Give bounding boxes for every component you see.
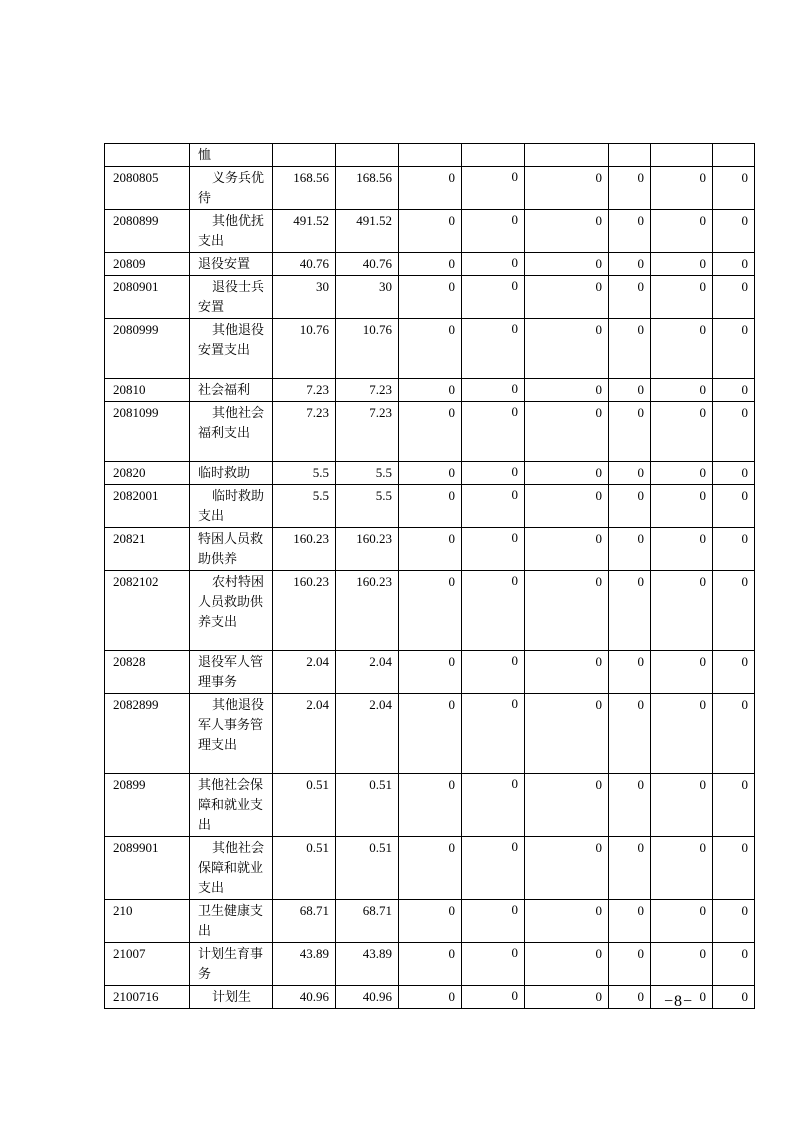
table-row [105, 144, 755, 167]
cell-value: 0 [651, 900, 713, 943]
cell-value: 0 [399, 986, 462, 1009]
cell-value: 0 [609, 379, 651, 402]
cell-value: 0 [399, 167, 462, 210]
cell-value: 0 [399, 319, 462, 379]
table-row [105, 900, 755, 943]
cell-code: 2080999 [105, 319, 190, 379]
cell-value: 0 [609, 167, 651, 210]
cell-value: 0 [651, 167, 713, 210]
cell-value: 0 [462, 276, 525, 319]
cell-name: 其他优抚支出 [190, 210, 273, 253]
cell-value: 0 [525, 528, 609, 571]
cell-value: 40.76 [273, 253, 336, 276]
cell-value: 0 [651, 571, 713, 651]
cell-value: 0 [399, 485, 462, 528]
table-row [105, 319, 755, 379]
cell-code: 20828 [105, 651, 190, 694]
cell-value: 0 [651, 379, 713, 402]
cell-value: 0 [609, 319, 651, 379]
cell-value: 7.23 [273, 402, 336, 462]
cell-value: 0 [462, 986, 525, 1009]
cell-code: 20899 [105, 774, 190, 837]
cell-code: 20820 [105, 462, 190, 485]
cell-value: 0 [462, 319, 525, 379]
cell-name: 临时救助 [190, 462, 273, 485]
cell-value: 0 [525, 253, 609, 276]
cell-value: 68.71 [273, 900, 336, 943]
cell-value: 0 [713, 694, 755, 774]
cell-value: 0 [713, 900, 755, 943]
cell-value: 0 [713, 379, 755, 402]
table-row [105, 986, 755, 1009]
cell-value: 0 [525, 571, 609, 651]
cell-code: 2082001 [105, 485, 190, 528]
table-row [105, 462, 755, 485]
cell-value [609, 144, 651, 167]
cell-value: 0 [651, 210, 713, 253]
cell-value: 0 [399, 900, 462, 943]
cell-value: 0 [462, 571, 525, 651]
cell-name: 退役军人管理事务 [190, 651, 273, 694]
cell-value: 0 [399, 774, 462, 837]
cell-value: 0 [713, 651, 755, 694]
cell-value: 0 [609, 571, 651, 651]
cell-value: 0 [399, 253, 462, 276]
cell-value: 0 [399, 694, 462, 774]
cell-code: 2080901 [105, 276, 190, 319]
cell-value: 0 [462, 943, 525, 986]
cell-value: 0 [462, 694, 525, 774]
cell-value: 0 [525, 210, 609, 253]
cell-value: 0 [399, 462, 462, 485]
cell-value: 0 [651, 651, 713, 694]
cell-value: 0 [651, 462, 713, 485]
table-body [105, 144, 755, 1009]
cell-value: 2.04 [273, 651, 336, 694]
cell-value: 0 [525, 900, 609, 943]
cell-value: 0 [525, 651, 609, 694]
cell-value [336, 144, 399, 167]
cell-value: 0 [609, 986, 651, 1009]
cell-value: 0 [399, 943, 462, 986]
cell-value: 0 [609, 253, 651, 276]
cell-value: 0 [462, 774, 525, 837]
cell-value: 0 [399, 837, 462, 900]
cell-value: 0 [651, 276, 713, 319]
cell-value: 68.71 [336, 900, 399, 943]
cell-value: 0 [713, 210, 755, 253]
cell-value [525, 144, 609, 167]
cell-name: 特困人员救助供养 [190, 528, 273, 571]
cell-value: 0 [713, 276, 755, 319]
cell-value: 0 [651, 774, 713, 837]
cell-name: 其他退役军人事务管理支出 [190, 694, 273, 774]
cell-value: 0 [651, 694, 713, 774]
cell-code: 2081099 [105, 402, 190, 462]
budget-table [104, 143, 755, 1009]
cell-value: 0 [525, 774, 609, 837]
table-row [105, 167, 755, 210]
cell-value: 0 [713, 402, 755, 462]
cell-name: 农村特困人员救助供养支出 [190, 571, 273, 651]
cell-value: 7.23 [336, 379, 399, 402]
cell-name: 义务兵优待 [190, 167, 273, 210]
cell-code: 2082102 [105, 571, 190, 651]
cell-value: 160.23 [273, 528, 336, 571]
cell-value [462, 144, 525, 167]
cell-name: 其他社会福利支出 [190, 402, 273, 462]
table-row [105, 774, 755, 837]
table-row [105, 253, 755, 276]
cell-value: 0 [651, 943, 713, 986]
cell-name: 退役安置 [190, 253, 273, 276]
cell-value: 0 [713, 986, 755, 1009]
cell-value: 491.52 [336, 210, 399, 253]
cell-value: 0 [609, 651, 651, 694]
table-row [105, 402, 755, 462]
cell-value: 7.23 [273, 379, 336, 402]
cell-value: 0.51 [336, 837, 399, 900]
cell-value: 40.96 [336, 986, 399, 1009]
cell-value: 0 [462, 253, 525, 276]
cell-value: 0 [609, 402, 651, 462]
cell-name: 其他退役安置支出 [190, 319, 273, 379]
cell-value: 2.04 [336, 694, 399, 774]
cell-name: 其他社会保障和就业支出 [190, 774, 273, 837]
table-row [105, 485, 755, 528]
cell-value: 0 [462, 900, 525, 943]
cell-code [105, 144, 190, 167]
cell-value: 0 [462, 402, 525, 462]
cell-value: 0 [651, 402, 713, 462]
cell-value: 43.89 [273, 943, 336, 986]
cell-value [273, 144, 336, 167]
table-row [105, 528, 755, 571]
cell-value: 0 [651, 485, 713, 528]
cell-value: 0 [525, 167, 609, 210]
cell-value: 0 [525, 694, 609, 774]
cell-code: 20809 [105, 253, 190, 276]
cell-value: 0 [399, 210, 462, 253]
cell-value: 0 [462, 651, 525, 694]
cell-value: 160.23 [273, 571, 336, 651]
cell-value: 0 [525, 837, 609, 900]
table-row [105, 379, 755, 402]
cell-value: 0 [609, 276, 651, 319]
table-row [105, 694, 755, 774]
cell-value: 0 [462, 528, 525, 571]
cell-value: 0 [713, 528, 755, 571]
cell-value: 2.04 [336, 651, 399, 694]
cell-value: 0 [399, 379, 462, 402]
cell-value: 0 [399, 528, 462, 571]
table-row [105, 943, 755, 986]
cell-value: 0 [713, 485, 755, 528]
cell-value: 0 [609, 694, 651, 774]
cell-name: 计划生 [190, 986, 273, 1009]
cell-code: 20810 [105, 379, 190, 402]
table-row [105, 210, 755, 253]
cell-code: 20821 [105, 528, 190, 571]
cell-name: 其他社会保障和就业支出 [190, 837, 273, 900]
cell-value: 43.89 [336, 943, 399, 986]
cell-name: 计划生育事务 [190, 943, 273, 986]
cell-value: 0 [525, 485, 609, 528]
cell-value [399, 144, 462, 167]
cell-value: 0 [525, 943, 609, 986]
cell-value: 0 [651, 837, 713, 900]
table-row [105, 837, 755, 900]
cell-name: 退役士兵安置 [190, 276, 273, 319]
cell-value: 0 [525, 986, 609, 1009]
cell-value: 0 [651, 319, 713, 379]
cell-value: 5.5 [336, 485, 399, 528]
cell-value: 0 [609, 837, 651, 900]
cell-value: 0 [609, 210, 651, 253]
cell-code: 2089901 [105, 837, 190, 900]
cell-value: 0.51 [273, 774, 336, 837]
cell-value: 0 [462, 485, 525, 528]
table-row [105, 276, 755, 319]
cell-value: 10.76 [273, 319, 336, 379]
cell-value: 2.04 [273, 694, 336, 774]
cell-value: 0 [609, 774, 651, 837]
cell-value: 0 [462, 837, 525, 900]
cell-name: 恤 [190, 144, 273, 167]
cell-value: 0 [399, 571, 462, 651]
cell-value: 0 [713, 319, 755, 379]
cell-value [713, 144, 755, 167]
cell-value [651, 144, 713, 167]
cell-value: 10.76 [336, 319, 399, 379]
cell-value: 0 [525, 319, 609, 379]
cell-value: 0 [713, 943, 755, 986]
cell-value: 5.5 [273, 462, 336, 485]
table-row [105, 571, 755, 651]
cell-value: 30 [273, 276, 336, 319]
cell-value: 168.56 [336, 167, 399, 210]
cell-value: 0.51 [336, 774, 399, 837]
cell-value: 0 [525, 276, 609, 319]
cell-value: 0 [462, 462, 525, 485]
cell-value: 0 [399, 651, 462, 694]
cell-value: 0 [609, 485, 651, 528]
cell-value: 0 [525, 462, 609, 485]
cell-value: 0 [609, 528, 651, 571]
cell-value: 0 [462, 167, 525, 210]
cell-value: 0 [713, 837, 755, 900]
cell-value: 0 [399, 402, 462, 462]
cell-value: 0 [609, 462, 651, 485]
cell-value: 0 [713, 571, 755, 651]
table-row [105, 651, 755, 694]
cell-value: 168.56 [273, 167, 336, 210]
cell-value: 40.76 [336, 253, 399, 276]
cell-value: 0 [525, 379, 609, 402]
cell-value: 0 [713, 253, 755, 276]
cell-value: 0 [713, 774, 755, 837]
cell-value: 0 [609, 900, 651, 943]
cell-name: 卫生健康支出 [190, 900, 273, 943]
cell-value: 0 [462, 210, 525, 253]
cell-value: 0 [399, 276, 462, 319]
cell-code: 2082899 [105, 694, 190, 774]
cell-value: 0 [713, 462, 755, 485]
cell-code: 2080805 [105, 167, 190, 210]
cell-value: 0 [651, 253, 713, 276]
cell-value: 0 [651, 528, 713, 571]
page-number: −8− [664, 993, 694, 1010]
cell-code: 210 [105, 900, 190, 943]
cell-value: 160.23 [336, 528, 399, 571]
cell-code: 2080899 [105, 210, 190, 253]
cell-code: 2100716 [105, 986, 190, 1009]
cell-value: 0 [651, 986, 713, 1009]
cell-value: 0 [713, 167, 755, 210]
cell-value: 0 [525, 402, 609, 462]
cell-value: 0 [609, 943, 651, 986]
cell-value: 0 [462, 379, 525, 402]
cell-code: 21007 [105, 943, 190, 986]
cell-value: 40.96 [273, 986, 336, 1009]
cell-value: 30 [336, 276, 399, 319]
cell-name: 社会福利 [190, 379, 273, 402]
cell-value: 160.23 [336, 571, 399, 651]
cell-value: 7.23 [336, 402, 399, 462]
cell-name: 临时救助支出 [190, 485, 273, 528]
cell-value: 5.5 [336, 462, 399, 485]
cell-value: 491.52 [273, 210, 336, 253]
cell-value: 0.51 [273, 837, 336, 900]
cell-value: 5.5 [273, 485, 336, 528]
